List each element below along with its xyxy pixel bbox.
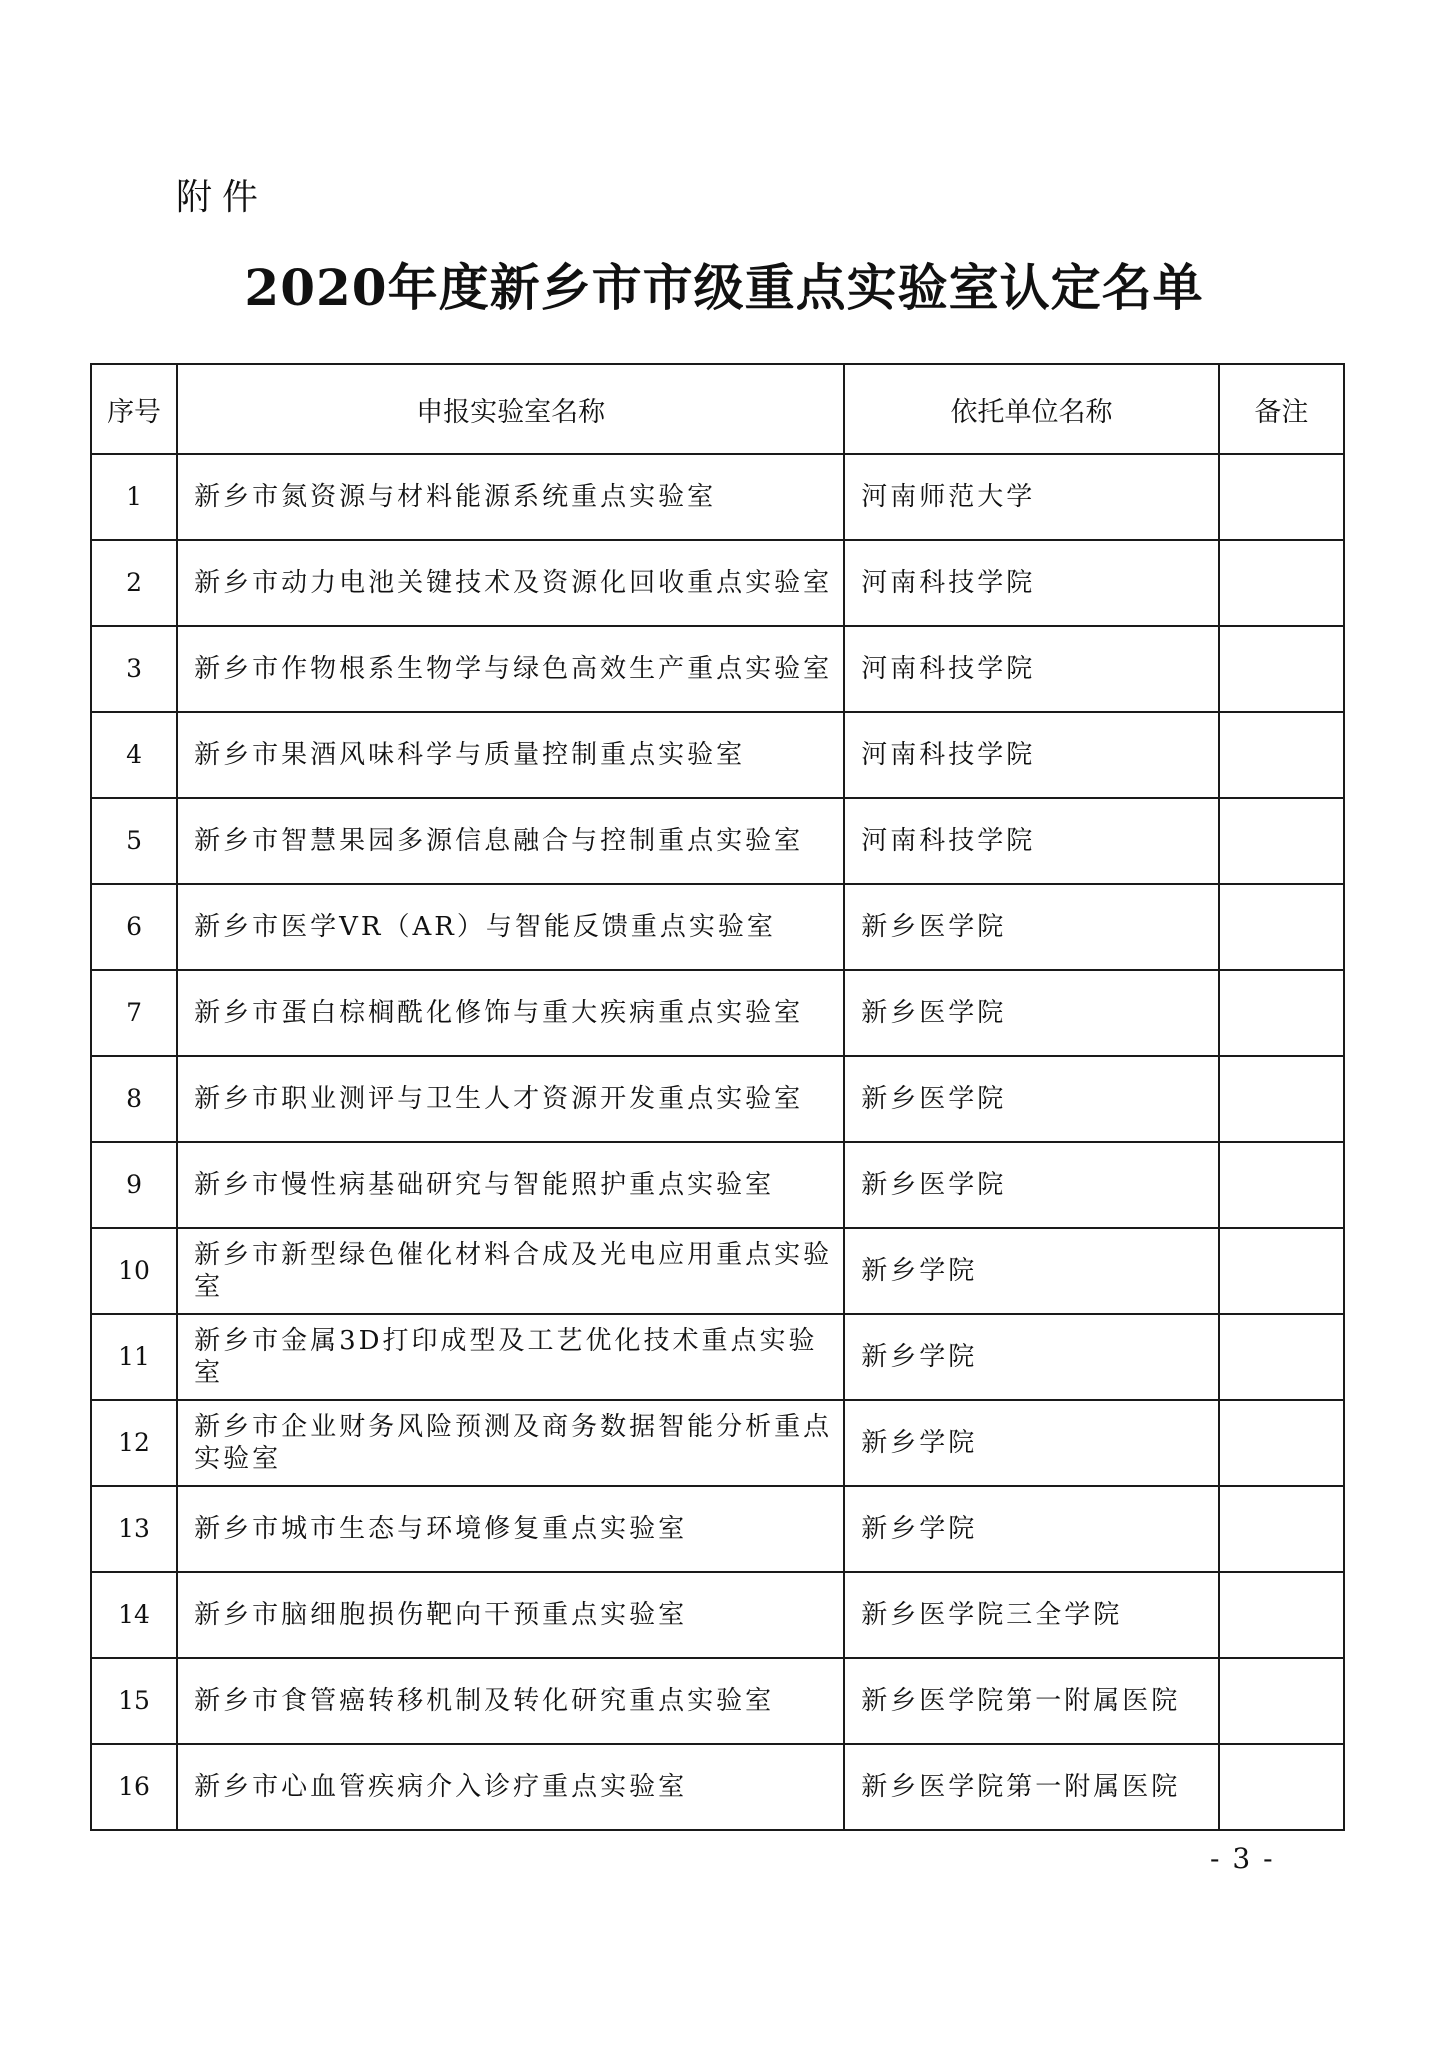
- row-seq: 12: [91, 1400, 177, 1486]
- row-lab-name: 新乡市医学VR（AR）与智能反馈重点实验室: [177, 884, 844, 970]
- row-lab-name: 新乡市果酒风味科学与质量控制重点实验室: [177, 712, 844, 798]
- row-seq: 10: [91, 1228, 177, 1314]
- row-note: [1219, 712, 1344, 798]
- row-note: [1219, 798, 1344, 884]
- table-row: [91, 454, 1344, 540]
- page-number: - 3 -: [1210, 1842, 1275, 1875]
- row-lab-name: 新乡市动力电池关键技术及资源化回收重点实验室: [177, 540, 844, 626]
- row-note: [1219, 1744, 1344, 1830]
- row-seq: 13: [91, 1486, 177, 1572]
- row-note: [1219, 540, 1344, 626]
- row-lab-name: 新乡市食管癌转移机制及转化研究重点实验室: [177, 1658, 844, 1744]
- table-row: [91, 1400, 1344, 1486]
- row-unit-name: 新乡医学院: [844, 1056, 1219, 1142]
- row-lab-name: 新乡市心血管疾病介入诊疗重点实验室: [177, 1744, 844, 1830]
- row-note: [1219, 884, 1344, 970]
- table-row: [91, 1744, 1344, 1830]
- row-seq: 16: [91, 1744, 177, 1830]
- row-lab-name: 新乡市智慧果园多源信息融合与控制重点实验室: [177, 798, 844, 884]
- row-unit-name: 新乡医学院第一附属医院: [844, 1744, 1219, 1830]
- attachment-label: 附件: [176, 177, 269, 218]
- row-seq: 11: [91, 1314, 177, 1400]
- table-body: [91, 454, 1344, 1830]
- row-note: [1219, 626, 1344, 712]
- row-note: [1219, 1486, 1344, 1572]
- header-seq: 序号: [91, 364, 177, 454]
- row-unit-name: 河南科技学院: [844, 540, 1219, 626]
- table-row: [91, 1658, 1344, 1744]
- row-seq: 3: [91, 626, 177, 712]
- row-unit-name: 新乡医学院第一附属医院: [844, 1658, 1219, 1744]
- row-lab-name: 新乡市金属3D打印成型及工艺优化技术重点实验室: [177, 1314, 844, 1400]
- row-lab-name: 新乡市城市生态与环境修复重点实验室: [177, 1486, 844, 1572]
- row-unit-name: 河南科技学院: [844, 712, 1219, 798]
- table-row: [91, 626, 1344, 712]
- row-unit-name: 新乡学院: [844, 1400, 1219, 1486]
- row-lab-name: 新乡市氮资源与材料能源系统重点实验室: [177, 454, 844, 540]
- row-unit-name: 新乡学院: [844, 1228, 1219, 1314]
- row-unit-name: 河南师范大学: [844, 454, 1219, 540]
- row-lab-name: 新乡市作物根系生物学与绿色高效生产重点实验室: [177, 626, 844, 712]
- row-unit-name: 新乡医学院: [844, 1142, 1219, 1228]
- header-lab-name: 申报实验室名称: [177, 364, 844, 454]
- table-row: [91, 1142, 1344, 1228]
- row-lab-name: 新乡市慢性病基础研究与智能照护重点实验室: [177, 1142, 844, 1228]
- row-lab-name: 新乡市新型绿色催化材料合成及光电应用重点实验室: [177, 1228, 844, 1314]
- row-seq: 7: [91, 970, 177, 1056]
- row-note: [1219, 454, 1344, 540]
- row-note: [1219, 1658, 1344, 1744]
- row-note: [1219, 1400, 1344, 1486]
- row-seq: 14: [91, 1572, 177, 1658]
- row-seq: 4: [91, 712, 177, 798]
- table-row: [91, 1314, 1344, 1400]
- row-note: [1219, 1572, 1344, 1658]
- table-row: [91, 540, 1344, 626]
- row-unit-name: 新乡医学院三全学院: [844, 1572, 1219, 1658]
- row-seq: 1: [91, 454, 177, 540]
- row-seq: 9: [91, 1142, 177, 1228]
- table-row: [91, 1228, 1344, 1314]
- header-unit-name: 依托单位名称: [844, 364, 1219, 454]
- table-row: [91, 1056, 1344, 1142]
- document-title: 2020年度新乡市市级重点实验室认定名单: [244, 258, 1204, 317]
- row-lab-name: 新乡市职业测评与卫生人才资源开发重点实验室: [177, 1056, 844, 1142]
- row-note: [1219, 1056, 1344, 1142]
- table-row: [91, 970, 1344, 1056]
- row-unit-name: 新乡医学院: [844, 884, 1219, 970]
- header-note: 备注: [1219, 364, 1344, 454]
- row-note: [1219, 1314, 1344, 1400]
- row-unit-name: 河南科技学院: [844, 626, 1219, 712]
- row-lab-name: 新乡市蛋白棕榈酰化修饰与重大疾病重点实验室: [177, 970, 844, 1056]
- row-lab-name: 新乡市脑细胞损伤靶向干预重点实验室: [177, 1572, 844, 1658]
- row-note: [1219, 1228, 1344, 1314]
- laboratory-list-table: [90, 363, 1345, 1831]
- table-row: [91, 1572, 1344, 1658]
- row-seq: 8: [91, 1056, 177, 1142]
- row-unit-name: 新乡学院: [844, 1314, 1219, 1400]
- row-unit-name: 河南科技学院: [844, 798, 1219, 884]
- row-lab-name: 新乡市企业财务风险预测及商务数据智能分析重点实验室: [177, 1400, 844, 1486]
- row-note: [1219, 1142, 1344, 1228]
- row-unit-name: 新乡医学院: [844, 970, 1219, 1056]
- table-header-row: [91, 364, 1344, 454]
- row-seq: 5: [91, 798, 177, 884]
- row-unit-name: 新乡学院: [844, 1486, 1219, 1572]
- row-seq: 6: [91, 884, 177, 970]
- table-row: [91, 884, 1344, 970]
- table-row: [91, 712, 1344, 798]
- table-row: [91, 798, 1344, 884]
- row-seq: 2: [91, 540, 177, 626]
- row-note: [1219, 970, 1344, 1056]
- row-seq: 15: [91, 1658, 177, 1744]
- table-row: [91, 1486, 1344, 1572]
